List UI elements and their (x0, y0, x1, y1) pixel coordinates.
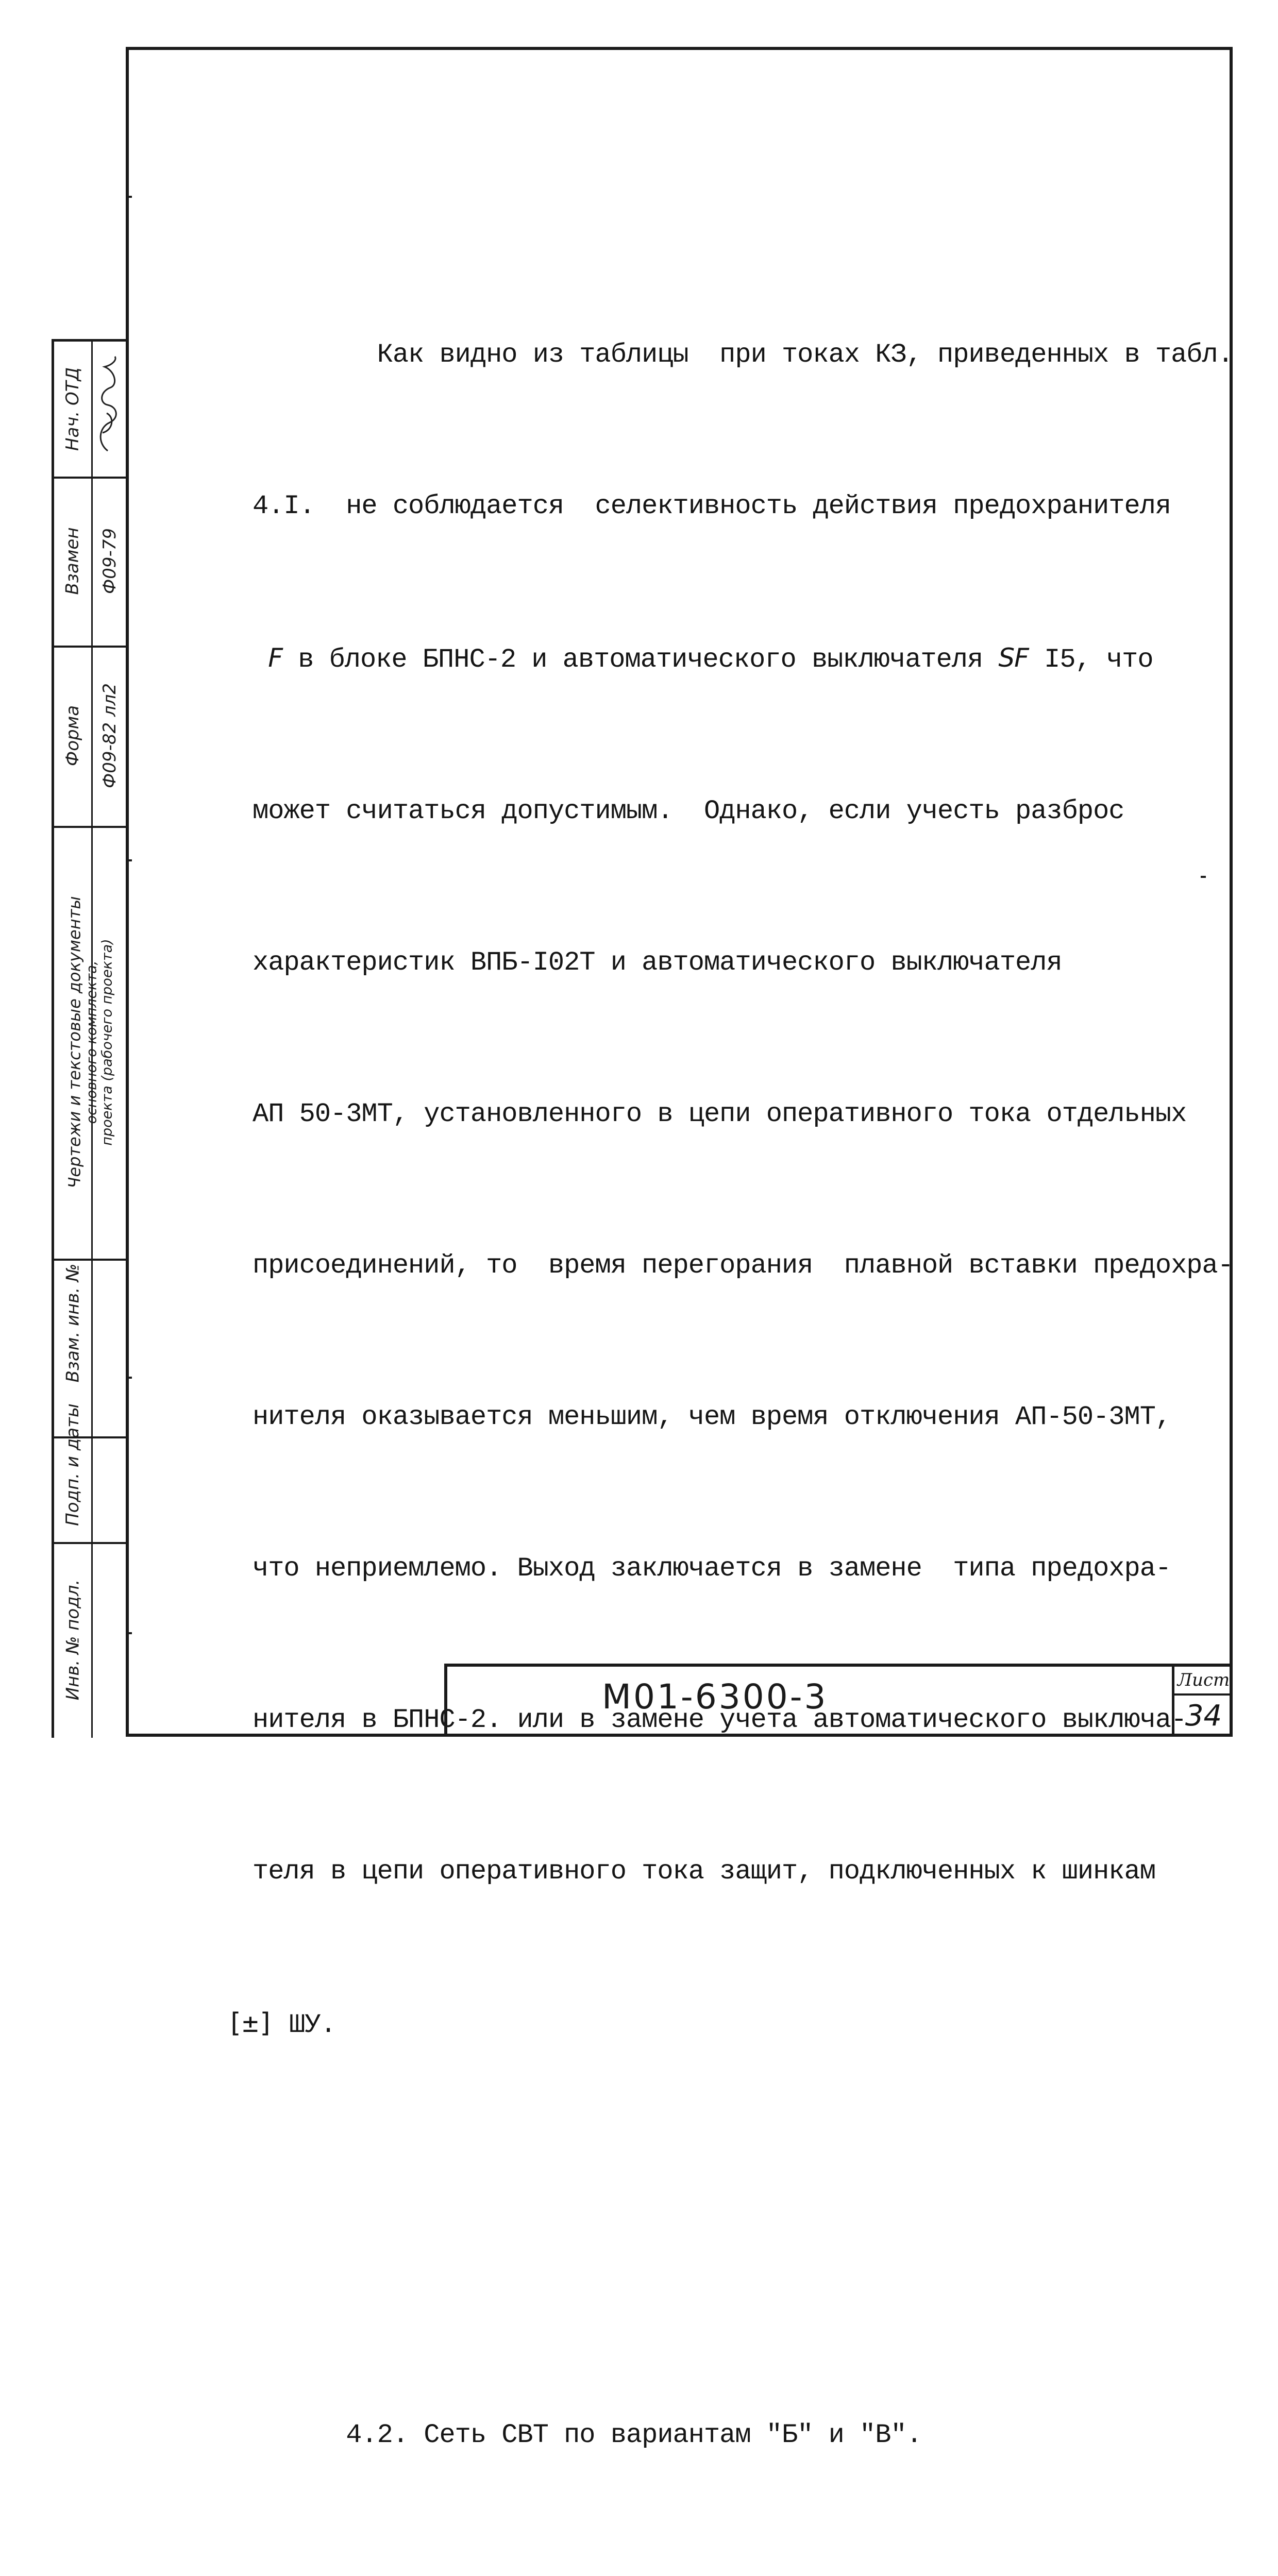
vzamen-label: Взамен (62, 527, 83, 595)
drawings-line-3: проекта (рабочего проекта) (99, 939, 115, 1146)
document-body (227, 128, 1233, 2576)
side-stamp (52, 339, 126, 1738)
nach-otd-label: Нач. ОТД (62, 367, 83, 451)
sheet-box (1172, 1667, 1233, 1737)
edge-mark (1201, 876, 1206, 878)
text-line (253, 633, 1211, 685)
forma-value: Ф09-82 лл2 (99, 683, 120, 788)
busbar-symbol: [±] (227, 2008, 274, 2039)
text-line: нителя в БПНС-2. или в замене учета автоматического выключа- (253, 1705, 1187, 1735)
section-heading: 4.2. Сеть СВТ по вариантам "Б" и "В". (253, 2420, 922, 2450)
document-code: М01-6300-3 (602, 1677, 828, 1717)
vzamen-value: Ф09-79 (99, 528, 121, 595)
title-block (444, 1664, 1233, 1737)
podp-data-label: Подп. и даты (62, 1403, 83, 1526)
signature-mark (92, 355, 123, 453)
edge-mark (126, 859, 132, 861)
breaker-symbol: SF (998, 643, 1029, 673)
text-line: характеристик ВПБ-I02T и автоматического выключателя (253, 947, 1062, 978)
edge-mark (126, 1632, 132, 1634)
paragraph-2 (253, 2562, 1211, 2576)
text-line: теля в цепи оперативного тока защит, подключенных к шинкам (253, 1856, 1155, 1887)
fuse-symbol: F (268, 643, 282, 673)
text-fragment (253, 645, 268, 675)
text-fragment: в блоке БПНС-2 и автоматического выключателя (282, 645, 999, 675)
edge-mark (126, 1377, 132, 1379)
drawings-line-1: Чертежи и текстовые документы (64, 896, 85, 1189)
text-line: АП 50-3МТ, установленного в цепи оперативного тока отдельных (253, 1099, 1187, 1129)
text-line: присоединений, то время перегорания плавной вставки предохра- (253, 1250, 1233, 1281)
inv-podl-label: Инв. № подл. (62, 1579, 83, 1701)
text-fragment: I5, что (1028, 645, 1153, 675)
text-fragment: ШУ. (273, 2010, 336, 2040)
text-line (227, 1998, 1211, 2050)
sheet-number: 34 (1185, 1699, 1222, 1733)
drawings-line-2: основного комплекта, (83, 960, 100, 1124)
paragraph-1 (227, 229, 1233, 2151)
text-line: 4.I. не соблюдается селективность действия предохранителя (253, 491, 1171, 521)
sheet-label: Лист (1174, 1667, 1233, 1696)
forma-label: Форма (62, 705, 83, 767)
text-line: может считаться допустимым. Однако, если учесть разброс (253, 796, 1124, 826)
drawings-caption (65, 896, 115, 1188)
text-line: нителя оказывается меньшим, чем время отключения АП-50-3МТ, (253, 1402, 1171, 1432)
text-line: что неприемлемо. Выход заключается в замене типа предохра- (253, 1553, 1171, 1584)
edge-mark (126, 196, 132, 198)
text-line: Как видно из таблицы при токах КЗ, приведенных в табл. (253, 340, 1233, 370)
vzam-inv-label: Взам. инв. № (62, 1263, 83, 1383)
